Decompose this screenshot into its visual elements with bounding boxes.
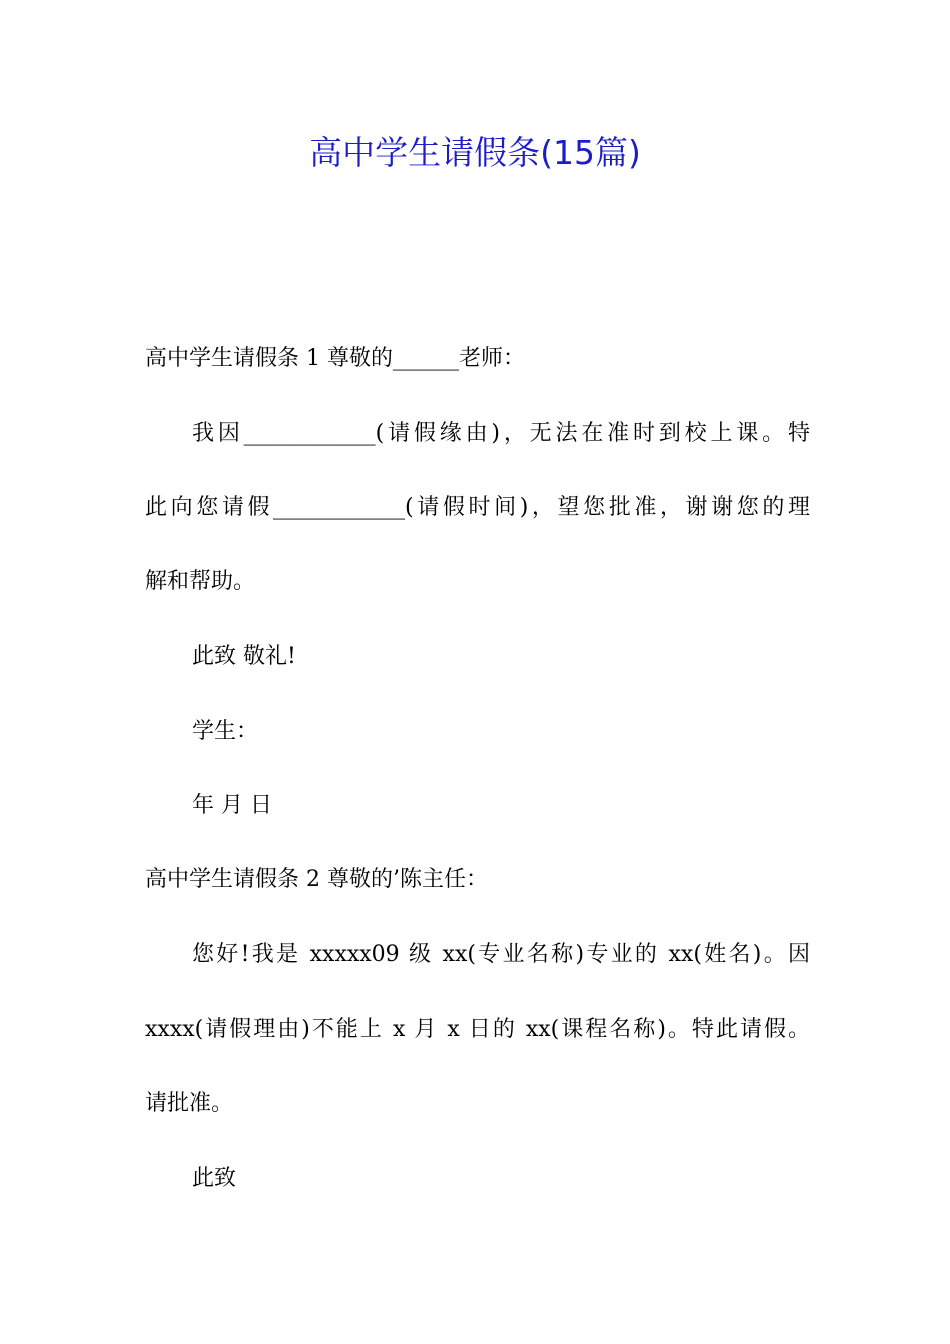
letter1-closing: 此致 敬礼!: [192, 644, 296, 669]
letter2-body-line: 您好!我是 xxxxx09 级 xx(专业名称)专业的 xx(姓名)。因: [192, 942, 810, 967]
letter1-date: 年 月 日: [192, 793, 272, 818]
letter1-signature: 学生：: [192, 719, 259, 744]
letter1-body-line: 此向您请假____________(请假时间)，望您批准，谢谢您的理: [145, 495, 810, 520]
letter2-body-line: 请批准。: [145, 1091, 234, 1116]
letter1-salutation: 高中学生请假条 1 尊敬的______老师：: [145, 346, 525, 371]
letter2-closing: 此致: [192, 1166, 237, 1191]
letter2-body-line: xxxx(请假理由)不能上 x 月 x 日的 xx(课程名称)。特此请假。: [145, 1017, 810, 1042]
letter2-salutation: 高中学生请假条 2 尊敬的’陈主任：: [145, 867, 488, 892]
document-title: 高中学生请假条(15篇): [309, 133, 641, 172]
letter1-body-line: 我因____________(请假缘由)，无法在准时到校上课。特: [192, 421, 810, 446]
letter1-body-line: 解和帮助。: [145, 569, 256, 594]
